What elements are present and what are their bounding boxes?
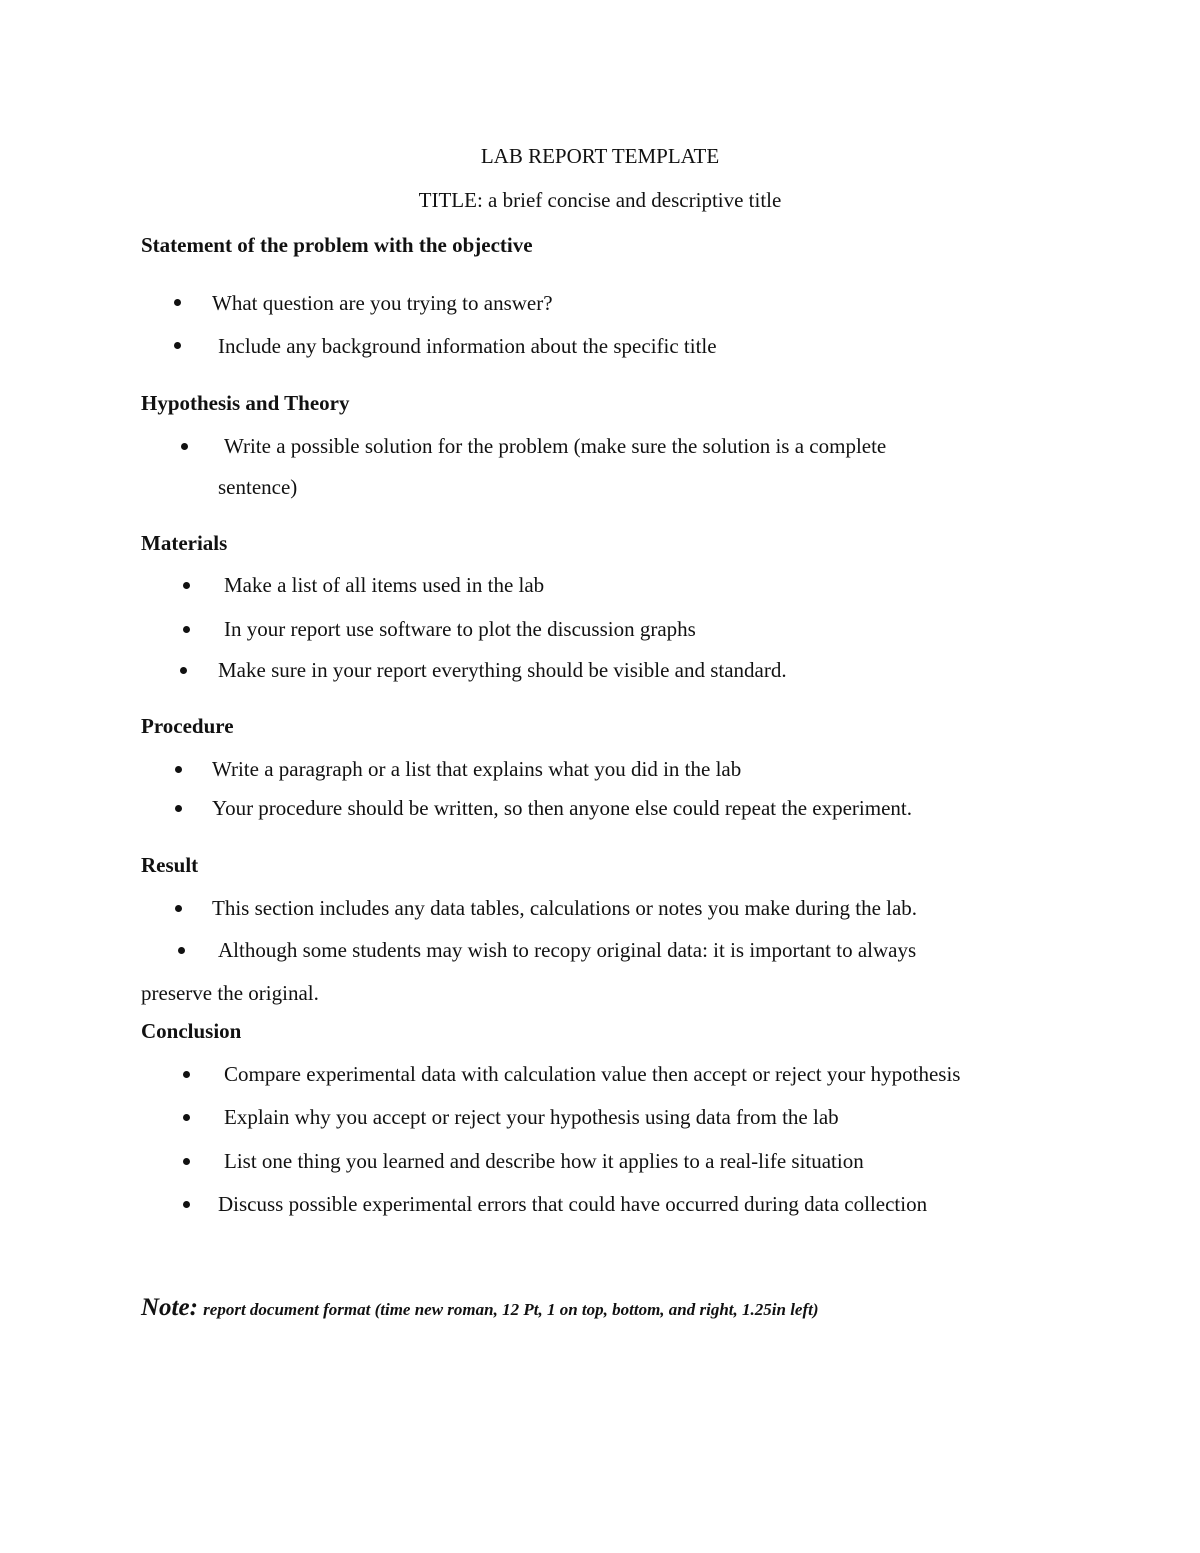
format-note	[141, 1295, 819, 1323]
list-item: This section includes any data tables, calculations or notes you make during the lab.	[212, 896, 918, 920]
list-item: Although some students may wish to recopy original data: it is important to always	[218, 938, 917, 962]
list-item: What question are you trying to answer?	[212, 291, 553, 315]
title-instruction: TITLE: a brief concise and descriptive title	[418, 188, 782, 212]
bullet-icon	[175, 766, 182, 773]
bullet-icon	[183, 1158, 190, 1165]
bullet-icon	[175, 905, 182, 912]
list-item: List one thing you learned and describe how it applies to a real-life situation	[224, 1149, 864, 1173]
bullet-icon	[183, 1071, 190, 1078]
list-item: In your report use software to plot the discussion graphs	[224, 617, 696, 641]
section-heading-materials: Materials	[141, 531, 228, 555]
bullet-icon	[174, 342, 181, 349]
list-item-continuation: preserve the original.	[141, 981, 319, 1005]
list-item: Explain why you accept or reject your hypothesis using data from the lab	[224, 1105, 839, 1129]
bullet-icon	[175, 805, 182, 812]
bullet-icon	[178, 947, 185, 954]
list-item: Write a possible solution for the problem (make sure the solution is a complete	[224, 434, 887, 458]
list-item: Your procedure should be written, so then anyone else could repeat the experiment.	[212, 796, 912, 820]
bullet-icon	[181, 443, 188, 450]
bullet-icon	[183, 1114, 190, 1121]
document-title: LAB REPORT TEMPLATE	[480, 144, 720, 168]
list-item: Compare experimental data with calculation value then accept or reject your hypothesis	[224, 1062, 961, 1086]
list-item: Write a paragraph or a list that explains what you did in the lab	[212, 757, 742, 781]
note-label: Note:	[141, 1294, 198, 1321]
bullet-icon	[183, 626, 190, 633]
bullet-icon	[174, 299, 181, 306]
section-heading-result: Result	[141, 853, 199, 877]
section-heading-procedure: Procedure	[141, 714, 234, 738]
list-item-continuation: sentence)	[218, 475, 298, 499]
list-item: Make sure in your report everything should be visible and standard.	[218, 658, 787, 682]
bullet-icon	[183, 1201, 190, 1208]
list-item: Make a list of all items used in the lab	[224, 573, 545, 597]
bullet-icon	[180, 667, 187, 674]
section-heading-hypothesis: Hypothesis and Theory	[141, 391, 350, 415]
list-item: Include any background information about the specific title	[218, 334, 717, 358]
section-heading-statement: Statement of the problem with the objective	[141, 233, 533, 257]
list-item: Discuss possible experimental errors that could have occurred during data collection	[218, 1192, 928, 1216]
note-text: report document format (time new roman, 12 Pt, 1 on top, bottom, and right, 1.25in left)	[203, 1300, 819, 1319]
bullet-icon	[183, 582, 190, 589]
section-heading-conclusion: Conclusion	[141, 1019, 242, 1043]
